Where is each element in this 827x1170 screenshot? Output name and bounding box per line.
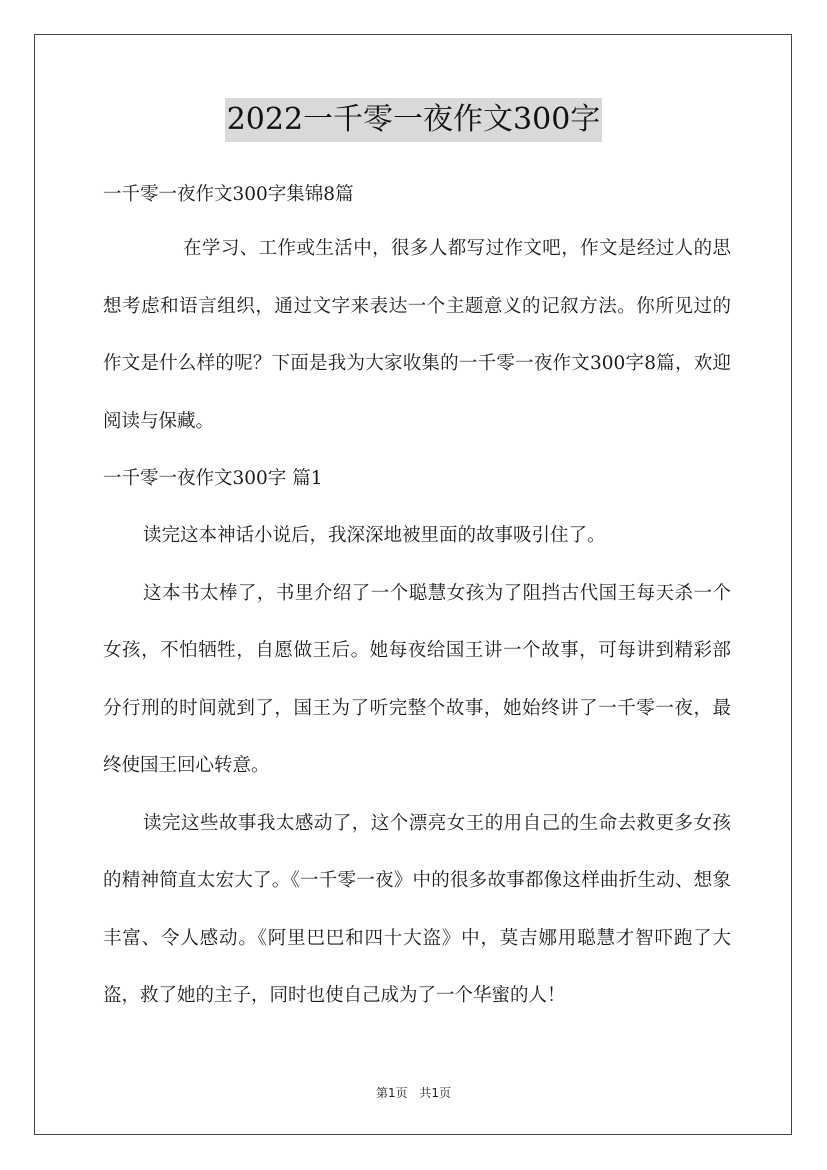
page-number: 第1页	[375, 1086, 408, 1100]
document-body	[103, 170, 731, 1025]
body-paragraph-3: 读完这些故事我太感动了，这个漂亮女王的用自己的生命去救更多女孩的精神简直太宏大了。《一千零一夜》中的很多故事都像这样曲折生动、想象丰富、令人感动。《阿里巴巴和四十大盗》中，莫吉娜用聪慧才智吓跑了大盗，救了她的主子，同时也使自己成为了一个华蜜的人！	[103, 812, 731, 1006]
page-footer	[0, 1084, 827, 1101]
document-subtitle: 一千零一夜作文300字集锦8篇	[103, 184, 354, 205]
body-paragraph-2: 这本书太棒了，书里介绍了一个聪慧女孩为了阻挡古代国王每天杀一个女孩，不怕牺牲，自愿做王后。她每夜给国王讲一个故事，可每讲到精彩部分行刑的时间就到了，国王为了听完整个故事，她始终讲了一千零一夜，最终使国王回心转意。	[103, 582, 731, 776]
intro-paragraph: 在学习、工作或生活中，很多人都写过作文吧，作文是经过人的思想考虑和语言组织，通过文字来表达一个主题意义的记叙方法。你所见过的作文是什么样的呢？下面是我为大家收集的一千零一夜作文300字8篇，欢迎阅读与保藏。	[103, 238, 731, 432]
page-total: 共1页	[419, 1086, 452, 1100]
title-wrap	[0, 98, 827, 142]
body-paragraph-1: 读完这本神话小说后，我深深地被里面的故事吸引住了。	[143, 525, 606, 546]
document-title: 2022一千零一夜作文300字	[225, 98, 603, 142]
section-heading: 一千零一夜作文300字 篇1	[103, 468, 323, 489]
